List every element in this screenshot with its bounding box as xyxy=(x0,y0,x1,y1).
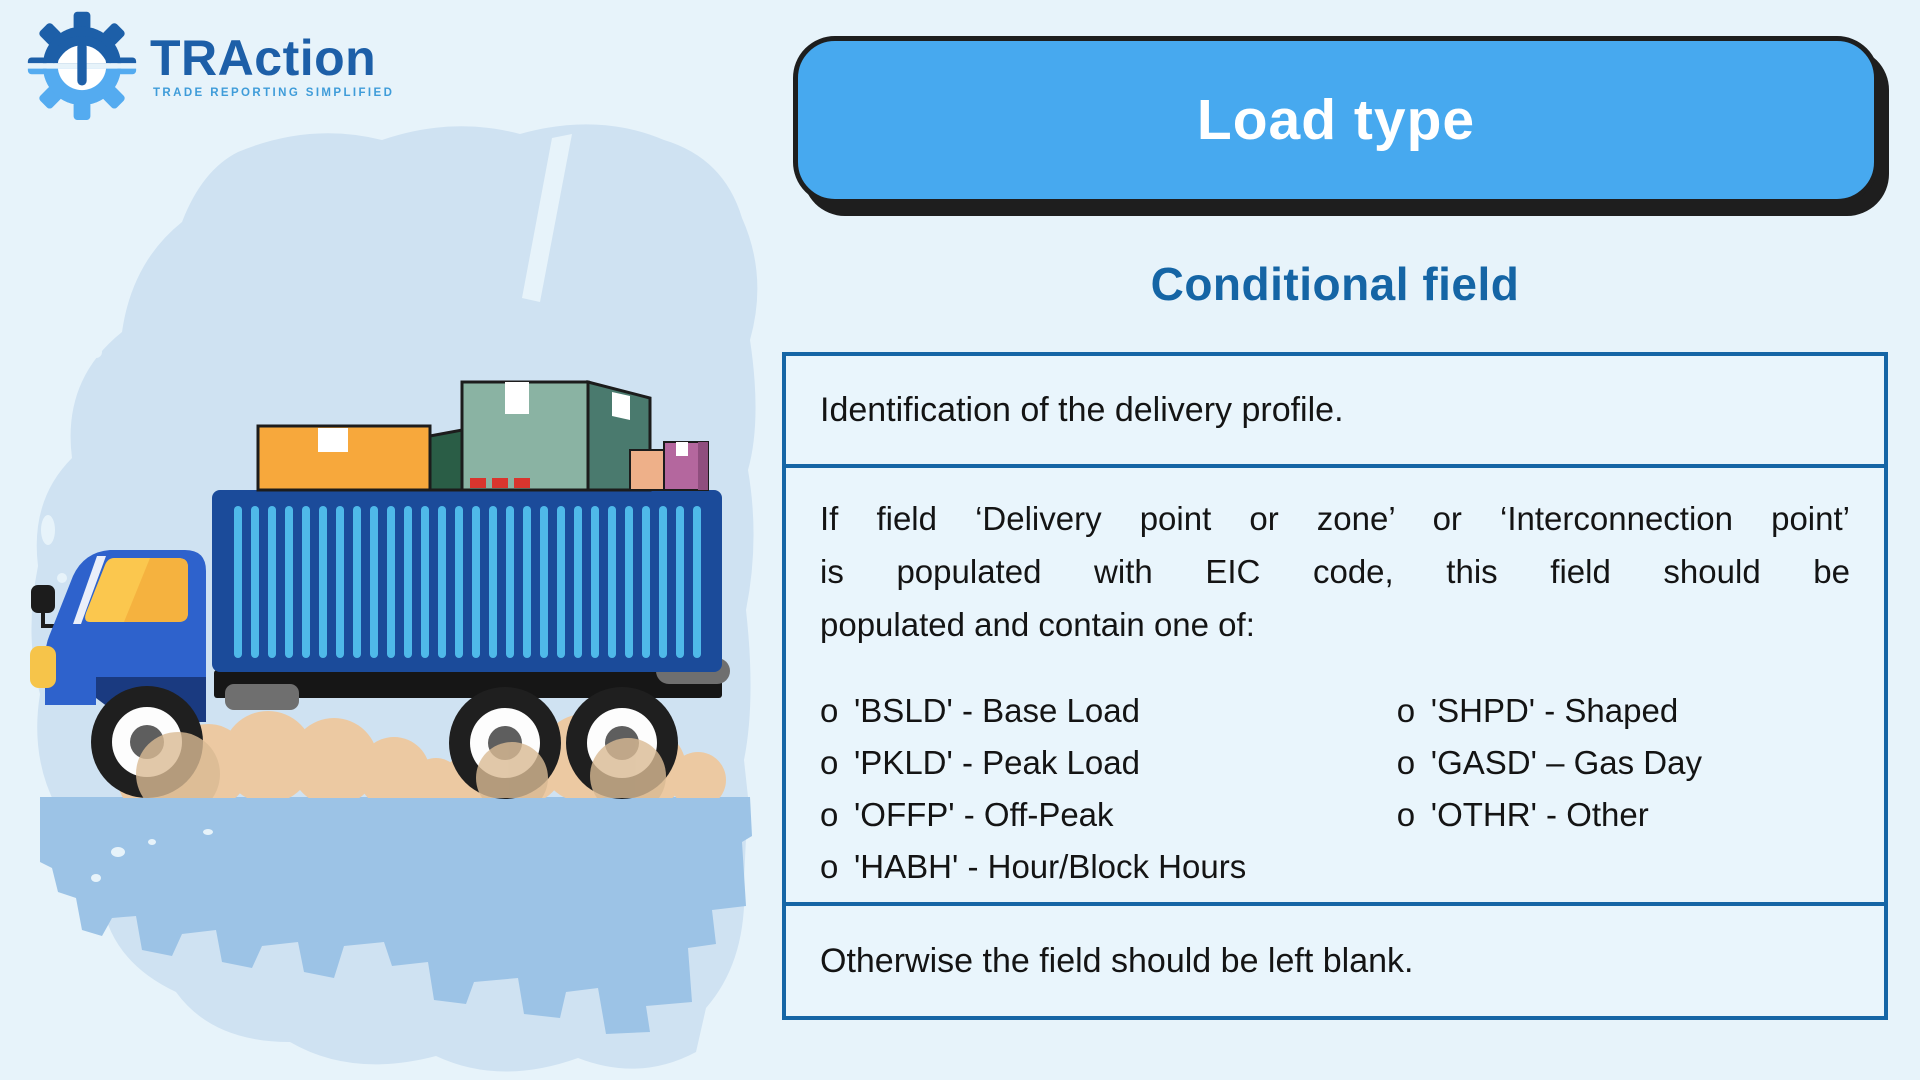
description-row xyxy=(786,356,1884,464)
code-label: 'PKLD' - Peak Load xyxy=(854,744,1140,781)
code-label: 'GASD' – Gas Day xyxy=(1430,744,1702,781)
bullet-marker: o xyxy=(1396,692,1416,729)
condition-paragraph xyxy=(820,492,1850,651)
banner-title: Load type xyxy=(1196,88,1476,152)
headlight xyxy=(30,646,56,688)
bullet-marker: o xyxy=(820,848,839,885)
bullet-marker: o xyxy=(820,796,839,833)
code-list xyxy=(820,685,1850,893)
side-mirror xyxy=(31,585,55,613)
otherwise-row xyxy=(786,906,1884,1016)
condition-line: populated and contain one of: xyxy=(820,606,1255,643)
code-label: 'BSLD' - Base Load xyxy=(854,692,1140,729)
bullet-marker: o xyxy=(1396,796,1416,833)
list-item xyxy=(820,841,1397,893)
code-label: 'OFFP' - Off-Peak xyxy=(854,796,1114,833)
code-list-left xyxy=(820,685,1397,893)
truck-illustration xyxy=(0,0,800,1080)
list-item xyxy=(1397,789,1850,841)
list-item xyxy=(1397,737,1850,789)
conditional-field-heading: Conditional field xyxy=(1150,258,1520,310)
bullet-marker: o xyxy=(1396,744,1416,781)
field-description-table xyxy=(782,352,1888,1020)
code-label: 'OTHR' - Other xyxy=(1430,796,1649,833)
condition-row xyxy=(786,468,1884,902)
code-label: 'SHPD' - Shaped xyxy=(1430,692,1679,729)
bullet-marker: o xyxy=(820,744,839,781)
brand-name: TRAction xyxy=(150,30,377,86)
description-text: Identification of the delivery profile. xyxy=(820,390,1344,429)
load-type-banner xyxy=(793,36,1879,204)
list-item xyxy=(1397,685,1850,737)
condition-line: If field ‘Delivery point or zone’ or ‘Interconnection point’ xyxy=(820,500,1850,537)
condition-line: is populated with EIC code, this field should be xyxy=(820,553,1850,590)
list-item xyxy=(820,737,1397,789)
bullet-marker: o xyxy=(820,692,839,729)
code-label: 'HABH' - Hour/Block Hours xyxy=(854,848,1247,885)
fuel-tank-step xyxy=(225,684,299,710)
list-item xyxy=(820,685,1397,737)
brand-tagline: TRADE REPORTING SIMPLIFIED xyxy=(153,87,395,99)
otherwise-text: Otherwise the field should be left blank. xyxy=(820,941,1414,980)
code-list-right xyxy=(1397,685,1850,893)
list-item xyxy=(820,789,1397,841)
